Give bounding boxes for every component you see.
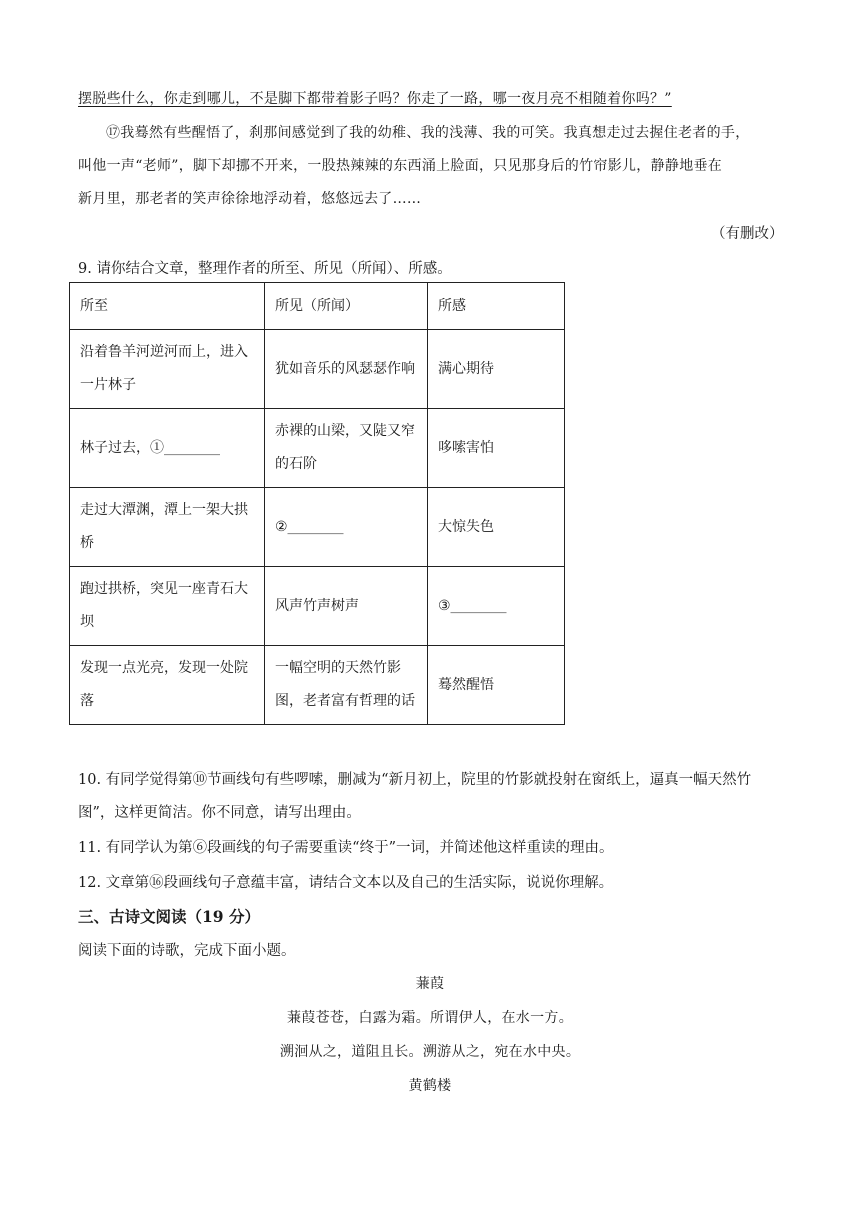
table-cell: 发现一点光亮，发现一处院落 bbox=[70, 646, 265, 725]
table-row bbox=[70, 488, 565, 567]
question-12: 12. 文章第⑯段画线句子意蕴丰富，请结合文本以及自己的生活实际，说说你理解。 bbox=[78, 875, 614, 891]
question-10-line: 图”，这样更简洁。你不同意，请写出理由。 bbox=[78, 805, 361, 821]
table-cell: 犹如音乐的风瑟瑟作响 bbox=[265, 330, 428, 409]
table-cell: 大惊失色 bbox=[428, 488, 565, 567]
table-row bbox=[70, 330, 565, 409]
table-row bbox=[70, 567, 565, 646]
poem-line: 溯洄从之，道阻且长。溯游从之，宛在水中央。 bbox=[279, 1044, 581, 1060]
question-11: 11. 有同学认为第⑥段画线的句子需要重读“终于”一词，并简述他这样重读的理由。 bbox=[78, 840, 614, 856]
question-9-table bbox=[69, 282, 565, 725]
table-row bbox=[70, 646, 565, 725]
table-cell: 赤裸的山梁，又陡又窄的石阶 bbox=[265, 409, 428, 488]
passage-line: 摆脱些什么，你走到哪儿，不是脚下都带着影子吗？你走了一路，哪一夜月亮不相随着你吗？” bbox=[78, 91, 672, 107]
table-cell: 满心期待 bbox=[428, 330, 565, 409]
paragraph-17-line: ⑰我蓦然有些醒悟了，刹那间感觉到了我的幼稚、我的浅薄、我的可笑。我真想走过去握住老者的手， bbox=[106, 125, 750, 141]
poem-title: 蒹葭 bbox=[415, 976, 445, 992]
table-header-row bbox=[70, 283, 565, 330]
question-9-prompt: 9. 请你结合文章，整理作者的所至、所见（所闻）、所感。 bbox=[78, 261, 452, 277]
paragraph-17-line: 新月里，那老者的笑声徐徐地浮动着，悠悠远去了…… bbox=[78, 191, 422, 207]
poem-title: 黄鹤楼 bbox=[408, 1078, 452, 1094]
table-cell: 走过大潭渊，潭上一架大拱桥 bbox=[70, 488, 265, 567]
section-instruction: 阅读下面的诗歌，完成下面小题。 bbox=[78, 943, 296, 959]
table-cell: 蓦然醒悟 bbox=[428, 646, 565, 725]
table-header-cell: 所见（所闻） bbox=[265, 283, 428, 330]
table-cell: 风声竹声树声 bbox=[265, 567, 428, 646]
question-10-line: 10. 有同学觉得第⑩节画线句有些啰嗦，删减为“新月初上，院里的竹影就投射在窗纸上，逼真一幅天然竹 bbox=[78, 772, 752, 788]
poem-line: 蒹葭苍苍，白露为霜。所谓伊人，在水一方。 bbox=[287, 1010, 573, 1026]
table-header-cell: 所至 bbox=[70, 283, 265, 330]
table-cell: 一幅空明的天然竹影图，老者富有哲理的话 bbox=[265, 646, 428, 725]
table-header-cell: 所感 bbox=[428, 283, 565, 330]
section-title: 三、古诗文阅读（19 分） bbox=[78, 907, 260, 926]
table-cell-blank-3: ③________ bbox=[428, 567, 565, 646]
table-cell: 跑过拱桥，突见一座青石大坝 bbox=[70, 567, 265, 646]
source-note: （有删改） bbox=[711, 226, 784, 242]
paragraph-17-line: 叫他一声“老师”，脚下却挪不开来，一股热辣辣的东西涌上脸面，只见那身后的竹帘影儿，静静地垂在 bbox=[78, 158, 723, 174]
table-cell: 沿着鲁羊河逆河而上，进入一片林子 bbox=[70, 330, 265, 409]
table-cell-blank-2: ②________ bbox=[265, 488, 428, 567]
table-cell: 哆嗦害怕 bbox=[428, 409, 565, 488]
table-row bbox=[70, 409, 565, 488]
table-cell-blank-1: 林子过去，①________ bbox=[70, 409, 265, 488]
